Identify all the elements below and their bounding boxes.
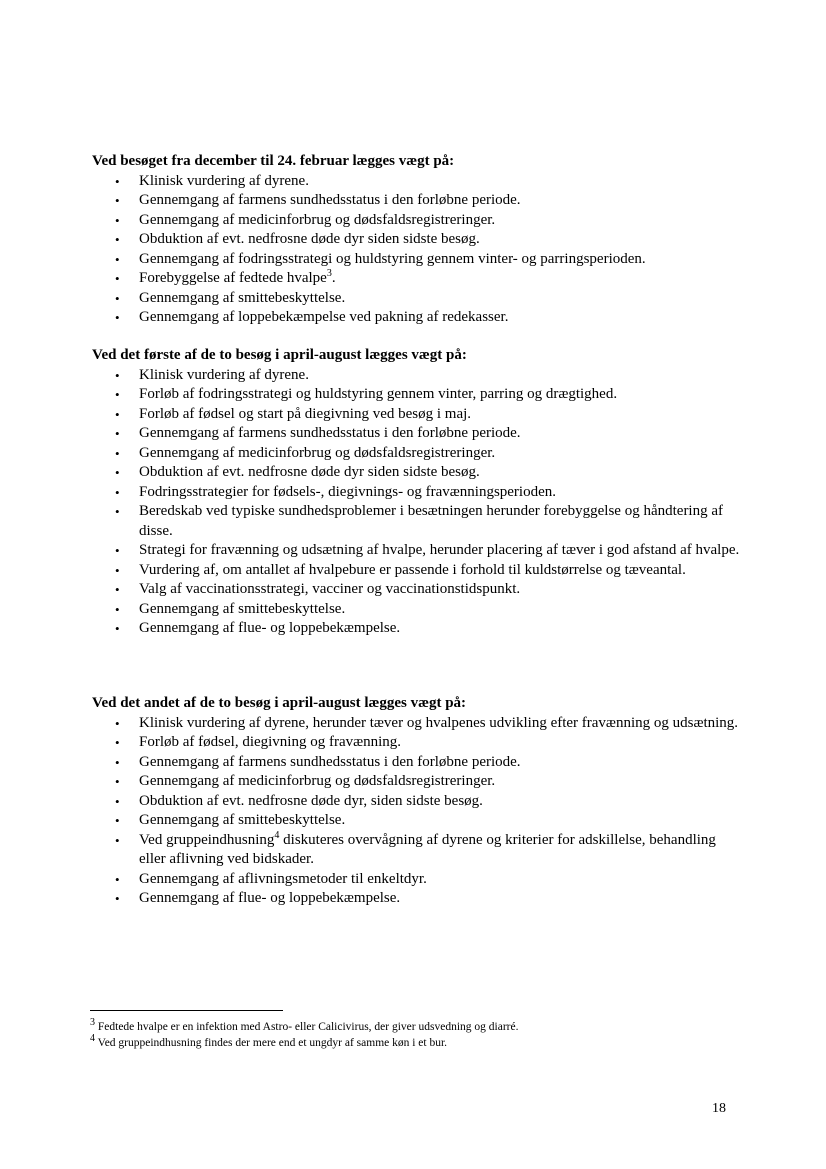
footnote-text: Fedtede hvalpe er en infektion med Astro- eller Calicivirus, der giver udsvedning og diarré.	[95, 1021, 519, 1033]
bullet-icon: •	[115, 387, 120, 402]
bullet-list	[92, 714, 742, 909]
list-item: • Gennemgang af medicinforbrug og dødsfaldsregistreringer.	[92, 772, 742, 792]
list-item: • Gennemgang af smittebeskyttelse.	[92, 289, 742, 309]
bullet-icon: •	[115, 212, 120, 228]
list-item: • Beredskab ved typiske sundhedsproblemer i besætningen herunder forebyggelse og håndtering af disse.	[115, 503, 724, 539]
list-item: • Gennemgang af farmens sundhedsstatus i den forløbne periode.	[92, 424, 742, 444]
bullet-icon: •	[115, 445, 120, 461]
footnote-ref-4[interactable]: 4	[274, 829, 280, 841]
page-number: 18	[712, 1101, 726, 1116]
footnote-mark: 3	[90, 1017, 95, 1029]
list-item: • Gennemgang af farmens sundhedsstatus i den forløbne periode.	[92, 191, 742, 211]
list-item: • Vurdering af, om antallet af hvalpebure er passende i forhold til kuldstørrelse og tæveantal.	[92, 561, 742, 581]
bullet-icon: •	[115, 426, 120, 441]
list-item: • Gennemgang af smittebeskyttelse.	[92, 600, 742, 620]
list-item: • Obduktion af evt. nedfrosne døde dyr siden sidste besøg.	[92, 230, 742, 250]
list-item: • Klinisk vurdering af dyrene, herunder tæver og hvalpenes udvikling efter fravænning og udsætning.	[92, 714, 742, 734]
bullet-icon: •	[115, 832, 120, 848]
bullet-list	[92, 366, 742, 639]
footnote-mark: 4	[90, 1033, 95, 1045]
bullet-icon: •	[115, 406, 120, 422]
list-item: • Valg af vaccinationsstrategi, vacciner og vaccinationstidspunkt.	[92, 580, 742, 600]
bullet-icon: •	[115, 601, 120, 617]
bullet-icon: •	[115, 813, 120, 828]
list-item: • Klinisk vurdering af dyrene.	[92, 366, 742, 386]
list-item: • Fodringsstrategier for fødsels-, diegivnings- og fravænningsperioden.	[92, 483, 742, 503]
bullet-icon: •	[115, 484, 120, 500]
list-item: • Obduktion af evt. nedfrosne døde dyr siden sidste besøg.	[92, 463, 742, 483]
bullet-icon: •	[115, 774, 120, 789]
bullet-list	[92, 172, 742, 328]
list-item: • Ved gruppeindhusning$^4$ diskuteres overvågning af dyrene og kriterier for adskillelse, behandling eller aflivning ved bidskader.	[115, 829, 716, 867]
bullet-icon: •	[115, 543, 120, 558]
section-heading: Ved det andet af de to besøg i april-august lægges vægt på:	[92, 695, 467, 711]
bullet-icon: •	[115, 173, 120, 189]
list-item: • Forløb af fødsel og start på diegivning ved besøg i maj.	[92, 405, 742, 425]
footnote-4	[90, 1033, 770, 1051]
list-item: • Gennemgang af farmens sundhedsstatus i den forløbne periode.	[92, 753, 742, 773]
list-item: • Forløb af fødsel, diegivning og fravænning.	[92, 733, 742, 753]
bullet-icon: •	[115, 232, 120, 247]
list-item: • Forebyggelse af fedtede hvalpe$^3$.	[92, 269, 742, 289]
footnote-ref-3[interactable]: 3	[326, 268, 332, 279]
section-heading: Ved det første af de to besøg i april-august lægges vægt på:	[92, 347, 467, 363]
section-first-april-august-visit	[92, 346, 742, 639]
list-item: • Gennemgang af flue- og loppebekæmpelse.	[92, 619, 742, 639]
bullet-icon: •	[115, 310, 120, 325]
list-item: • Gennemgang af aflivningsmetoder til enkeltdyr.	[92, 870, 742, 890]
bullet-icon: •	[115, 891, 120, 906]
bullet-icon: •	[115, 871, 120, 887]
bullet-icon: •	[115, 735, 120, 750]
bullet-icon: •	[115, 251, 120, 267]
bullet-icon: •	[115, 562, 120, 578]
bullet-icon: •	[115, 715, 120, 731]
bullet-icon: •	[115, 793, 120, 809]
section-december-visit	[92, 152, 742, 328]
list-item: • Gennemgang af fodringsstrategi og huldstyring gennem vinter- og parringsperioden.	[92, 250, 742, 270]
bullet-icon: •	[115, 271, 120, 286]
footnote-divider	[90, 1010, 283, 1011]
bullet-icon: •	[115, 290, 120, 306]
bullet-icon: •	[115, 504, 120, 519]
bullet-icon: •	[115, 193, 120, 208]
list-item: • Gennemgang af smittebeskyttelse.	[92, 811, 742, 831]
bullet-icon: •	[115, 754, 120, 770]
bullet-icon: •	[115, 621, 120, 636]
list-item: • Klinisk vurdering af dyrene.	[92, 172, 742, 192]
list-item: • Gennemgang af medicinforbrug og dødsfaldsregistreringer.	[92, 211, 742, 231]
list-item: • Strategi for fravænning og udsætning af hvalpe, herunder placering af tæver i god afstand af hvalpe.	[92, 541, 742, 561]
list-item: • Obduktion af evt. nedfrosne døde dyr, siden sidste besøg.	[92, 792, 742, 812]
list-item: • Gennemgang af flue- og loppebekæmpelse.	[92, 889, 742, 909]
list-item: • Gennemgang af loppebekæmpelse ved pakning af redekasser.	[92, 308, 742, 328]
list-item: • Gennemgang af medicinforbrug og dødsfaldsregistreringer.	[92, 444, 742, 464]
bullet-icon: •	[115, 367, 120, 383]
list-item: • Forløb af fodringsstrategi og huldstyring gennem vinter, parring og drægtighed.	[92, 385, 742, 405]
section-heading: Ved besøget fra december til 24. februar lægges vægt på:	[92, 153, 455, 169]
section-second-april-august-visit	[92, 694, 742, 909]
bullet-icon: •	[115, 582, 120, 597]
bullet-icon: •	[115, 465, 120, 480]
footnote-text: Ved gruppeindhusning findes der mere end et ungdyr af samme køn i et bur.	[95, 1037, 448, 1049]
footnote-3	[90, 1017, 770, 1035]
